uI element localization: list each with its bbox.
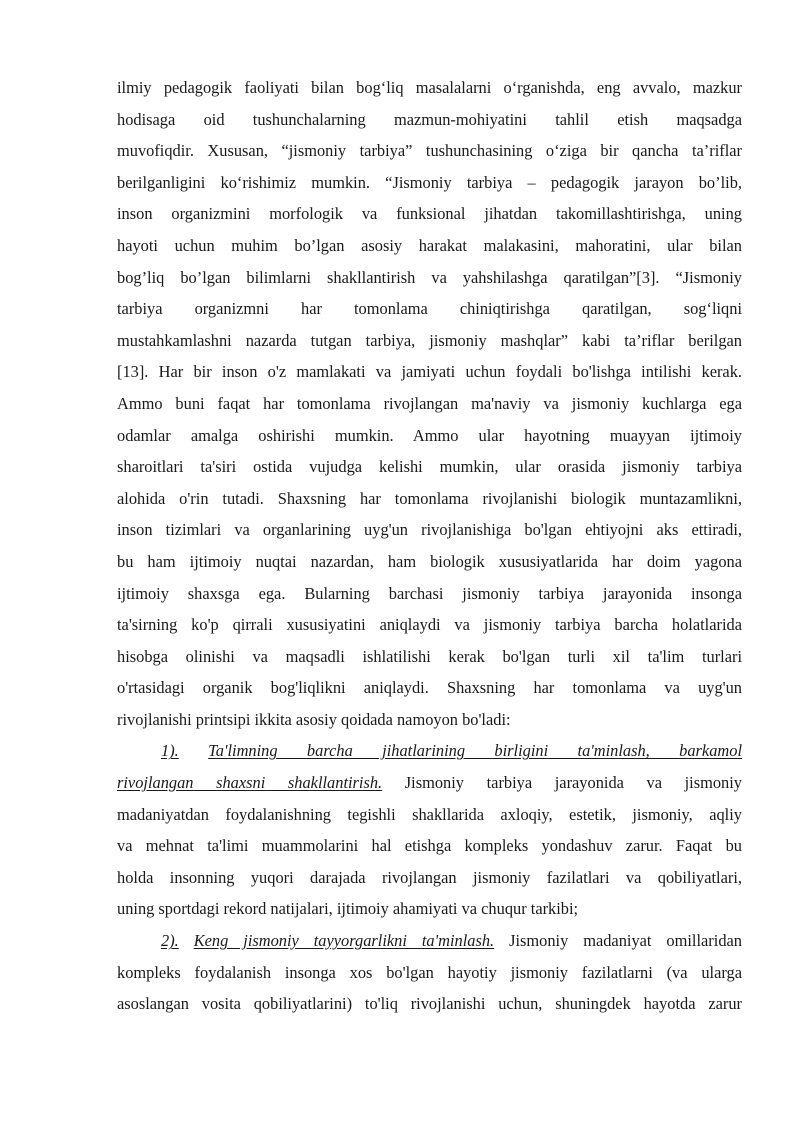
text-line: hodisaga oid tushunchalarning mazmun-mohiyatini tahlil etish maqsadga xyxy=(117,109,742,129)
item-heading: rivojlangan shaxsni shakllantirish. xyxy=(117,773,383,793)
item-heading: Keng jismoniy tayyorgarlikni ta'minlash. xyxy=(193,931,495,951)
text-line: ilmiy pedagogik faoliyati bilan bog‘liq masalalarni o‘rganishda, eng avvalo, mazkur xyxy=(117,78,742,97)
text-line: odamlar amalga oshirishi mumkin. Ammo ular hayotning muayyan ijtimoiy xyxy=(117,425,742,445)
text-line: madaniyatdan foydalanishning tegishli shakllarida axloqiy, estetik, jismoniy, aqliy xyxy=(117,804,742,824)
text-line: rivojlanishi printsipi ikkita asosiy qoidada namoyon bo'ladi: xyxy=(117,709,511,729)
text-line: tarbiya organizmni har tomonlama chiniqtirishga qaratilgan, sog‘liqni xyxy=(117,299,742,319)
text-line: uning sportdagi rekord natijalari, ijtimoiy ahamiyati va chuqur tarkibi; xyxy=(117,899,579,919)
text-line: Ammo buni faqat har tomonlama rivojlangan ma'naviy va jismoniy kuchlarga ega xyxy=(117,393,742,413)
text-line: [13]. Har bir inson o'z mamlakati va jamiyati uchun foydali bo'lishga intilishi kerak. xyxy=(117,362,742,382)
text-line: holda insonning yuqori darajada rivojlangan jismoniy fazilatlari va qobiliyatlari, xyxy=(117,867,742,887)
item-number: 1). xyxy=(161,741,179,761)
body-text xyxy=(117,72,742,1020)
text-line: berilganligini ko‘rishimiz mumkin. “Jismoniy tarbiya – pedagogik jarayon bo’lib, xyxy=(117,172,742,192)
text-line: inson organizmini morfologik va funksional jihatdan takomillashtirishga, uning xyxy=(117,204,742,224)
text-line: inson tizimlari va organlarining uyg'un rivojlanishiga bo'lgan ehtiyojni aks ettiradi, xyxy=(117,520,742,540)
text-line: asoslangan vosita qobiliyatlarini) to'liq rivojlanishi uchun, shuningdek hayotda zarur xyxy=(117,994,742,1014)
text-line: bog’liq bo’lgan bilimlarni shakllantirish va yahshilashga qaratilgan”[3]. “Jismoniy xyxy=(117,267,742,287)
text-line: va mehnat ta'limi muammolarini hal etishga kompleks yondashuv zarur. Faqat bu xyxy=(117,836,742,856)
text-line: o'rtasidagi organik bog'liqlikni aniqlaydi. Shaxsning har tomonlama va uyg'un xyxy=(117,678,742,698)
text-line: hayoti uchun muhim bo’lgan asosiy harakat malakasini, mahoratini, ular bilan xyxy=(117,235,742,255)
text-line: alohida o'rin tutadi. Shaxsning har tomonlama rivojlanishi biologik muntazamlikni, xyxy=(117,488,742,508)
item-text: Jismoniy madaniyat omillaridan xyxy=(494,931,742,951)
text-line xyxy=(117,767,742,799)
item-text: Jismoniy tarbiya jarayonida va jismoniy xyxy=(382,773,743,793)
text-line: ta'sirning ko'p qirrali xususiyatini aniqlaydi va jismoniy tarbiya barcha holatlarida xyxy=(117,615,742,635)
item-number: 2). xyxy=(161,931,179,951)
text-line: mustahkamlashni nazarda tutgan tarbiya, jismoniy mashqlar” kabi ta’riflar berilgan xyxy=(117,330,742,350)
text-line: muvofiqdir. Xususan, “jismoniy tarbiya” tushunchasining o‘ziga bir qancha ta’riflar xyxy=(117,141,742,161)
text-line: kompleks foydalanish insonga xos bo'lgan hayotiy jismoniy fazilatlarni (va ularga xyxy=(117,962,742,982)
text-line: bu ham ijtimoiy nuqtai nazardan, ham biologik xususiyatlarida har doim yagona xyxy=(117,551,742,571)
text-line: hisobga olinishi va maqsadli ishlatilishi kerak bo'lgan turli xil ta'lim turlari xyxy=(117,646,742,666)
list-item-heading xyxy=(117,735,742,767)
list-item-heading xyxy=(117,925,742,957)
text-line: ijtimoiy shaxsga ega. Bularning barchasi jismoniy tarbiya jarayonida insonga xyxy=(117,583,742,603)
text-line: sharoitlari ta'siri ostida vujudga kelishi mumkin, ular orasida jismoniy tarbiya xyxy=(117,457,742,477)
item-heading: Ta'limning barcha jihatlarining birligini ta'minlash, barkamol xyxy=(208,741,742,761)
